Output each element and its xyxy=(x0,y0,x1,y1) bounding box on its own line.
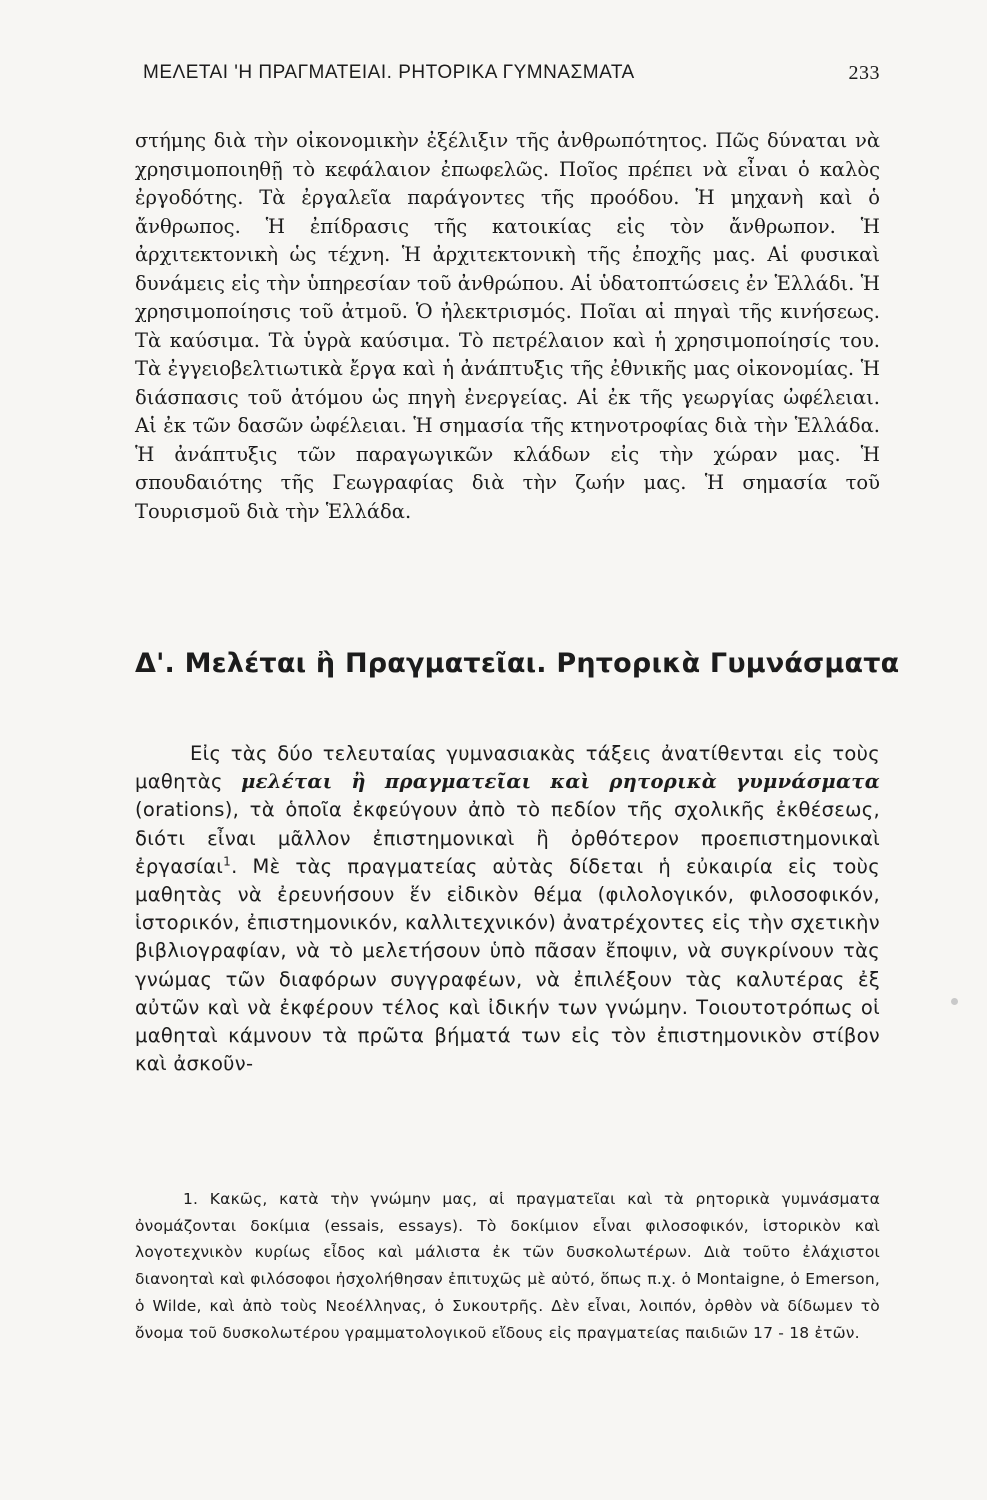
running-title: ΜΕΛΕΤΑΙ 'Η ΠΡΑΓΜΑΤΕΙΑΙ. ΡΗΤΟΡΙΚΑ ΓΥΜΝΑΣΜΑΤΑ xyxy=(143,62,635,83)
page-number: 233 xyxy=(848,62,880,84)
footnote-reference[interactable]: 1 xyxy=(223,854,232,869)
body-text-intro: Εἰς τὰς δύο τελευταίας γυμνασιακὰς τάξεις ἀνατίθενται εἰς τοὺς μαθητὰς xyxy=(135,742,880,794)
continued-paragraph: στήμης διὰ τὴν οἰκονομικὴν ἐξέλιξιν τῆς ἀνθρωπότητος. Πῶς δύναται νὰ χρησιμοποιηθῇ τὸ κεφάλαιον ἐπωφελῶς. Ποῖος πρέπει νὰ εἶναι ὁ καλὸς ἐργοδότης. Τὰ ἐργαλεῖα παράγοντες τῆς προόδου. Ἡ μηχανὴ καὶ ὁ ἄνθρωπος. Ἡ ἐπίδρασις τῆς κατοικίας εἰς τὸν ἄνθρωπον. Ἡ ἀρχιτεκτονικὴ ὡς τέχνη. Ἡ ἀρχιτεκτονικὴ τῆς ἐποχῆς μας. Αἱ φυσικαὶ δυνάμεις εἰς τὴν ὑπηρεσίαν τοῦ ἀνθρώπου. Αἱ ὑδατοπτώσεις ἐν Ἑλλάδι. Ἡ χρησιμοποίησις τοῦ ἀτμοῦ. Ὁ ἠλεκτρισμός. Ποῖαι αἱ πηγαὶ τῆς κινήσεως. Τὰ καύσιμα. Τὰ ὑγρὰ καύσιμα. Τὸ πετρέλαιον καὶ ἡ χρησιμοποίησίς του. Τὰ ἐγγειοβελτιωτικὰ ἔργα καὶ ἡ ἀνάπτυξις τῆς ἐθνικῆς μας οἰκονομίας. Ἡ διάσπασις τοῦ ἀτόμου ὡς πηγὴ ἐνεργείας. Αἱ ἐκ τῆς γεωργίας ὠφέλειαι. Αἱ ἐκ τῶν δασῶν ὠφέλειαι. Ἡ σημασία τῆς κτηνοτροφίας διὰ τὴν Ἑλλάδα. Ἡ ἀνάπτυξις τῶν παραγωγικῶν κλάδων εἰς τὴν χώραν μας. Ἡ σπουδαιότης τῆς Γεωγραφίας διὰ τὴν ζωήν μας. Ἡ σημασία τοῦ Τουρισμοῦ διὰ τὴν Ἑλλάδα. xyxy=(135,129,880,523)
body-text-end: . Μὲ τὰς πραγματείας αὐτὰς δίδεται ἡ εὐκαιρία εἰς τοὺς μαθητὰς νὰ ἐρευνήσουν ἕν εἰδικὸν θέμα (φιλολογικόν, φιλοσοφικόν, ἱστορικόν, ἐπιστημονικόν, καλλιτεχνικόν) ἀνατρέχοντες εἰς τὴν σχετικὴν βιβλιογραφίαν, νὰ τὸ μελετήσουν ὑπὸ πᾶσαν ἔποψιν, νὰ συγκρίνουν τὰς γνώμας τῶν διαφόρων συγγραφέων, νὰ ἐπιλέξουν τὰς καλυτέρας ἐξ αὐτῶν καὶ νὰ ἐκφέρουν τέλος καὶ ἰδικήν των γνώμην. Τοιουτοτρόπως οἱ μαθηταὶ κάμνουν τὰ πρῶτα βήματά των εἰς τὸν ἐπιστημονικὸν στίβον καὶ ἀσκοῦν- xyxy=(135,854,880,1076)
body-paragraph xyxy=(135,740,880,1078)
footnote-text: 1. Κακῶς, κατὰ τὴν γνώμην μας, αἱ πραγματεῖαι καὶ τὰ ρητορικὰ γυμνάσματα ὀνομάζονται δοκίμια (essais, essays). Τὸ δοκίμιον εἶναι φιλοσοφικόν, ἱστορικὸν καὶ λογοτεχνικὸν κυρίως εἶδος καὶ μάλιστα ἐκ τῶν δυσκολωτέρων. Διὰ τοῦτο ἐλάχιστοι διανοηταὶ καὶ φιλόσοφοι ἠσχολήθησαν ἐπιτυχῶς μὲ αὐτό, ὅπως π.χ. ὁ Montaigne, ὁ Emerson, ὁ Wilde, καὶ ἀπὸ τοὺς Νεοέλληνας, ὁ Συκουτρῆς. Δὲν εἶναι, λοιπόν, ὀρθὸν νὰ δίδωμεν τὸ ὄνομα τοῦ δυσκολωτέρου γραμματολογικοῦ εἴδους εἰς πραγματείας παιδιῶν 17 - 18 ἐτῶν. xyxy=(135,1190,880,1342)
body-text-middle: (orations), τὰ ὁποῖα ἐκφεύγουν ἀπὸ τὸ πεδίον τῆς σχολικῆς ἐκθέσεως, διότι εἶναι μᾶλλον ἐπιστημονικαὶ ἢ ὀρθότερον προεπιστημονικαὶ ἐργασίαι xyxy=(135,798,880,878)
footnote xyxy=(135,1186,880,1346)
margin-speck xyxy=(951,998,958,1005)
emphasized-term: μελέται ἢ πραγματεῖαι καὶ ρητορικὰ γυμνάσματα xyxy=(241,770,881,794)
section-heading: Δ'. Μελέται ἢ Πραγματεῖαι. Ρητορικὰ Γυμνάσματα xyxy=(135,648,900,679)
section-body xyxy=(135,740,880,1078)
page-header xyxy=(143,62,880,92)
